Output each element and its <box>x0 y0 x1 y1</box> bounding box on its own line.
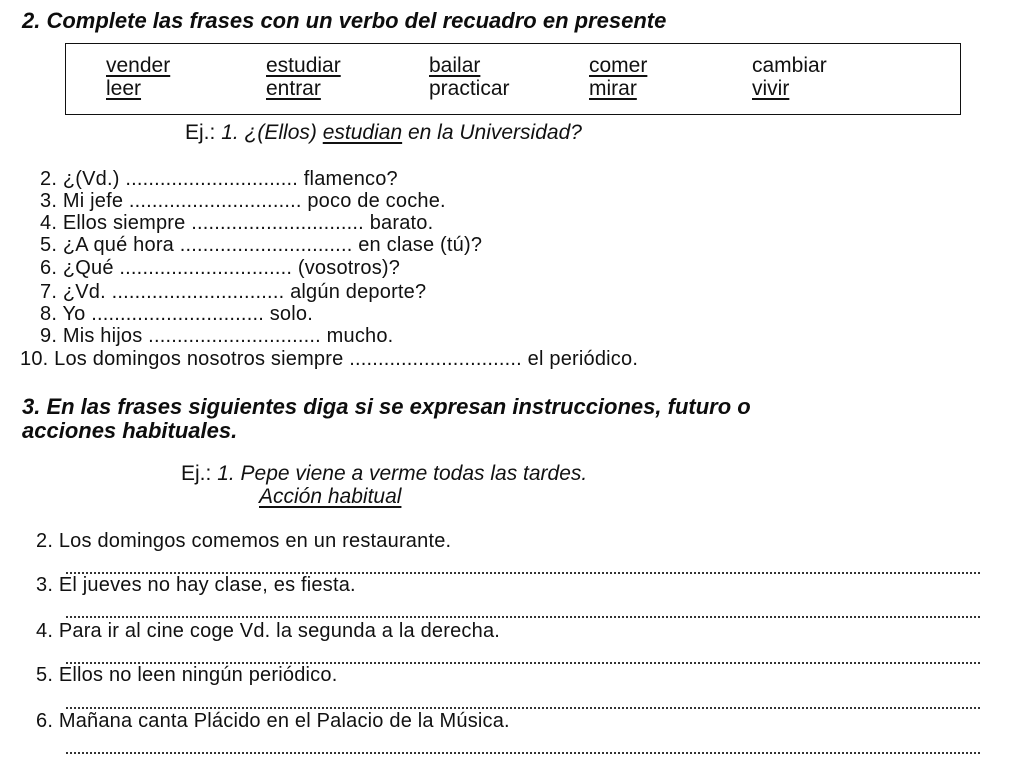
example-answer: estudian <box>322 121 403 144</box>
answer-line-6[interactable] <box>66 752 980 754</box>
verb-practicar: practicar <box>429 77 510 100</box>
example-3-number: 1. <box>217 462 235 485</box>
exercise-2-item-7: 7. ¿Vd. .............................. algún deporte? <box>40 281 427 303</box>
verb-mirar: mirar <box>589 77 637 100</box>
verb-entrar: entrar <box>266 77 321 100</box>
exercise-3-item-2: 2. Los domingos comemos en un restaurante. <box>36 530 452 552</box>
example-prefix: Ej.: <box>185 121 216 144</box>
section-3-example <box>181 462 587 486</box>
exercise-2-item-5: 5. ¿A qué hora .............................. en clase (tú)? <box>40 234 483 256</box>
example-3-sentence: Pepe viene a verme todas las tardes. <box>240 462 588 485</box>
exercise-3-item-3: 3. El jueves no hay clase, es fiesta. <box>36 574 356 596</box>
exercise-2-item-10: 10. Los domingos nosotros siempre .............................. el periódico. <box>20 348 639 370</box>
verb-box <box>65 43 961 115</box>
answer-line-5[interactable] <box>66 707 980 709</box>
verb-comer: comer <box>589 54 648 77</box>
verb-bailar: bailar <box>429 54 481 77</box>
example-number: 1. <box>221 121 239 144</box>
verb-cambiar: cambiar <box>752 54 827 77</box>
exercise-3-item-4: 4. Para ir al cine coge Vd. la segunda a la derecha. <box>36 620 501 642</box>
exercise-2-item-8: 8. Yo .............................. solo. <box>40 303 313 325</box>
answer-line-3[interactable] <box>66 616 980 618</box>
exercise-2-item-3: 3. Mi jefe .............................. poco de coche. <box>40 190 446 212</box>
exercise-3-item-6: 6. Mañana canta Plácido en el Palacio de la Música. <box>36 710 510 732</box>
exercise-2-item-2: 2. ¿(Vd.) .............................. flamenco? <box>40 168 398 190</box>
section-3-heading-line-2: acciones habituales. <box>22 418 238 443</box>
example-after: en la Universidad? <box>407 121 582 144</box>
verb-vivir: vivir <box>752 77 790 100</box>
section-3-heading-line-1: 3. En las frases siguientes diga si se expresan instrucciones, futuro o <box>22 394 751 419</box>
verb-vender: vender <box>106 54 171 77</box>
example-3-answer: Acción habitual <box>259 485 402 508</box>
verb-leer: leer <box>106 77 142 100</box>
exercise-2-item-4: 4. Ellos siempre .............................. barato. <box>40 212 434 234</box>
section-2-example <box>185 121 582 145</box>
exercise-3-item-5: 5. Ellos no leen ningún periódico. <box>36 664 338 686</box>
exercise-2-item-6: 6. ¿Qué .............................. (vosotros)? <box>40 257 401 279</box>
verb-estudiar: estudiar <box>266 54 341 77</box>
example-before: ¿(Ellos) <box>244 121 317 144</box>
example-3-prefix: Ej.: <box>181 462 212 485</box>
exercise-2-item-9: 9. Mis hijos .............................. mucho. <box>40 325 394 347</box>
section-2-heading: 2. Complete las frases con un verbo del recuadro en presente <box>22 8 667 33</box>
